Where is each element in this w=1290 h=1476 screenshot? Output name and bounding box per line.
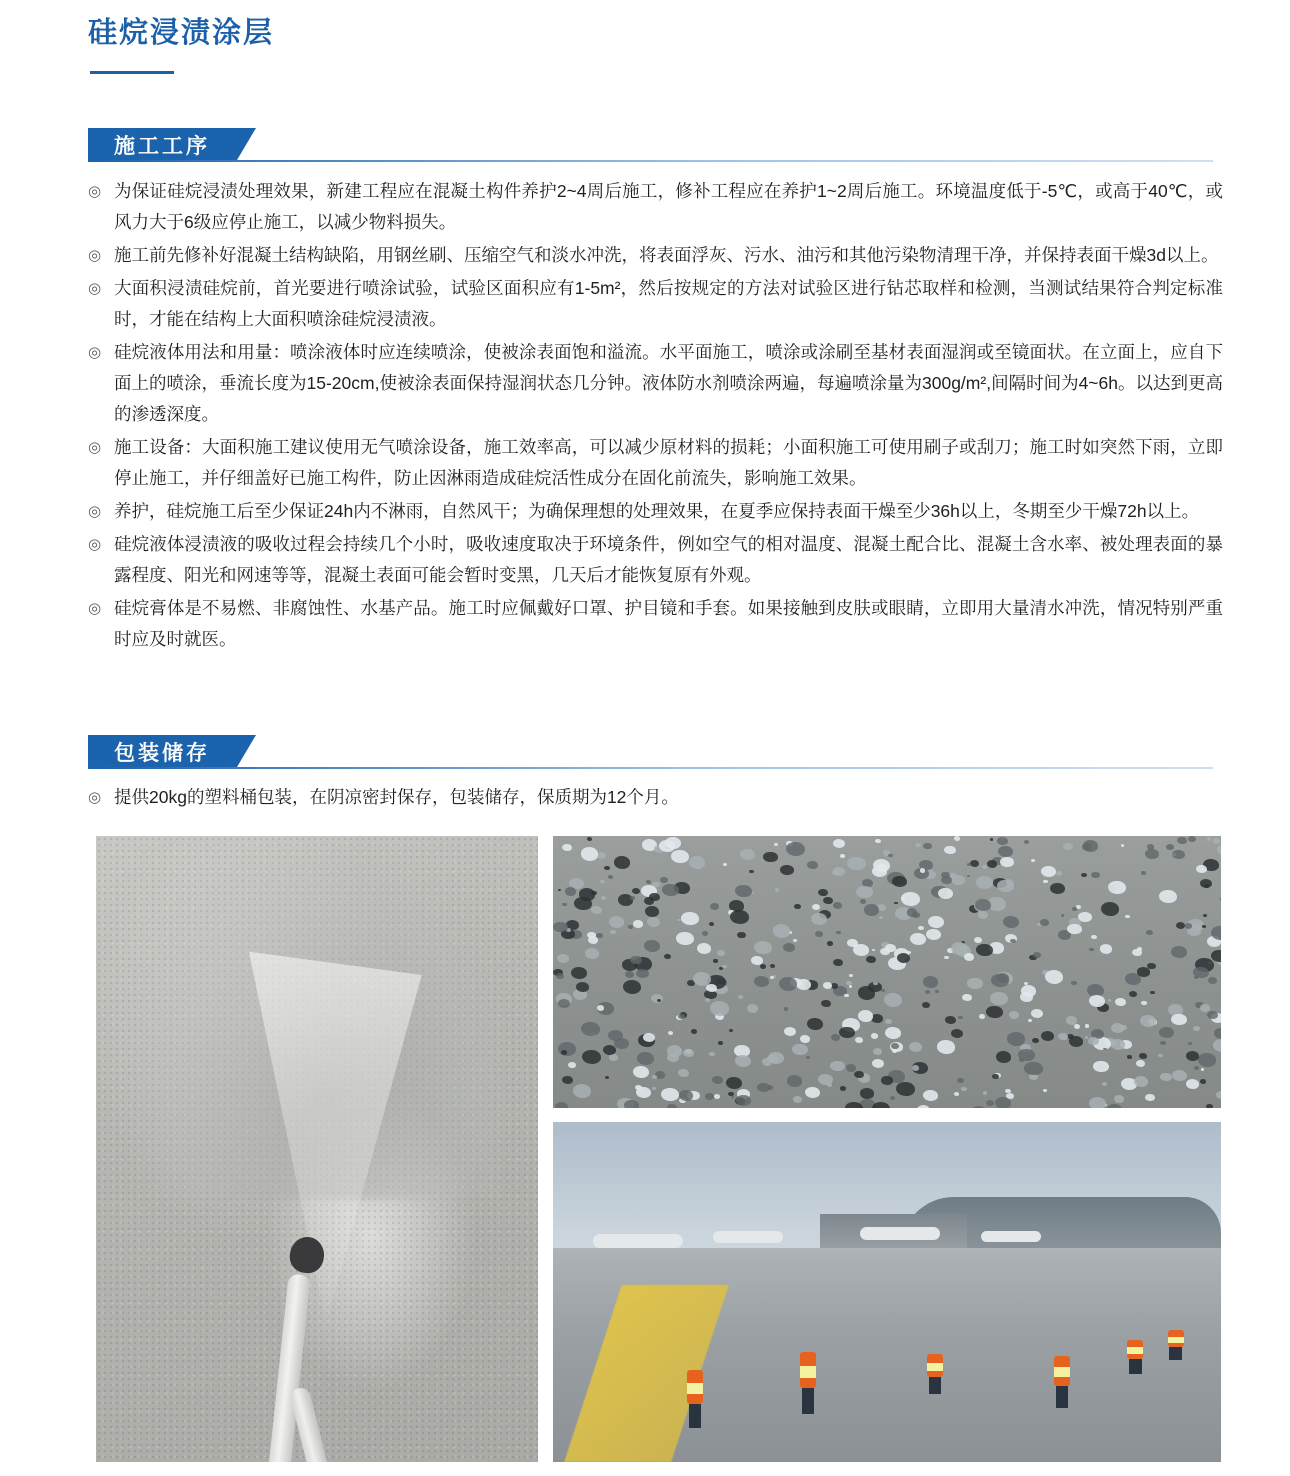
workers-group [553,1122,1221,1462]
list-item-text: 硅烷膏体是不易燃、非腐蚀性、水基产品。施工时应佩戴好口罩、护目镜和手套。如果接触到皮肤或眼睛，立即用大量清水冲洗，情况特别严重时应及时就医。 [114,598,1223,649]
spray-application-photo [96,836,538,1462]
list-item [88,593,1223,655]
list-item-text: 硅烷液体浸渍液的吸收过程会持续几个小时，吸收速度取决于环境条件，例如空气的相对温度、混凝土配合比、混凝土含水率、被处理表面的暴露程度、阳光和网速等等，混凝土表面可能会暂时变黑，几天后才能恢复原有外观。 [114,534,1223,585]
bullet-icon: ◎ [88,280,102,297]
section-heading-construction [88,128,1213,162]
list-item [88,782,1223,813]
section-heading-label: 施工工序 [114,135,210,158]
list-item [88,176,1223,238]
bullet-icon: ◎ [88,536,102,553]
list-item [88,496,1223,527]
list-item-text: 提供20kg的塑料桶包装，在阴凉密封保存，包装储存，保质期为12个月。 [114,787,679,807]
bullet-icon: ◎ [88,789,102,806]
list-item [88,432,1223,494]
bullet-icon: ◎ [88,600,102,617]
bullet-icon: ◎ [88,439,102,456]
list-item-text: 施工设备：大面积施工建议使用无气喷涂设备，施工效率高，可以减少原材料的损耗；小面积施工可使用刷子或刮刀；施工时如突然下雨，立即停止施工，并仔细盖好已施工构件，防止因淋雨造成硅烷活性成分在固化前流失，影响施工效果。 [114,437,1223,488]
section-heading-rule [88,160,1213,162]
list-item [88,337,1223,430]
list-item-text: 大面积浸渍硅烷前，首光要进行喷涂试验，试验区面积应有1-5m²，然后按规定的方法对试验区进行钻芯取样和检测，当测试结果符合判定标准时，才能在结构上大面积喷涂硅烷浸渍液。 [114,278,1223,329]
airport-apron-photo [553,1122,1221,1462]
list-item [88,529,1223,591]
bullet-icon: ◎ [88,183,102,200]
section-heading-label: 包装储存 [114,742,210,765]
list-item-text: 施工前先修补好混凝土结构缺陷，用钢丝刷、压缩空气和淡水冲洗，将表面浮灰、污水、油污和其他污染物清理干净，并保持表面干燥3d以上。 [114,245,1219,265]
section-heading-rule [88,767,1213,769]
page-title: 硅烷浸渍涂层 [88,17,275,49]
bullet-icon: ◎ [88,247,102,264]
title-underline [90,71,174,74]
section-heading-packaging [88,735,1213,769]
list-item-text: 硅烷液体用法和用量：喷涂液体时应连续喷涂，使被涂表面饱和溢流。水平面施工，喷涂或涂刷至基材表面湿润或至镜面状。在立面上，应自下面上的喷涂，垂流长度为15-20cm,使被涂表面保持湿润状态几分钟。液体防水剂喷涂两遍，每遍喷涂量为300g/m²,间隔时间为4~6h。以达到更高的渗透深度。 [114,342,1223,424]
list-item [88,240,1223,271]
photo-texture [553,836,1221,1108]
bullet-icon: ◎ [88,503,102,520]
packaging-bullet-list [88,782,1223,815]
list-item [88,273,1223,335]
aggregate-surface-photo [553,836,1221,1108]
list-item-text: 为保证硅烷浸渍处理效果，新建工程应在混凝土构件养护2~4周后施工，修补工程应在养护1~2周后施工。环境温度低于-5℃，或高于40℃，或风力大于6级应停止施工，以减少物料损失。 [114,181,1223,232]
construction-bullet-list [88,176,1223,657]
bullet-icon: ◎ [88,344,102,361]
list-item-text: 养护，硅烷施工后至少保证24h内不淋雨，自然风干；为确保理想的处理效果，在夏季应保持表面干燥至少36h以上，冬期至少干燥72h以上。 [114,501,1200,521]
